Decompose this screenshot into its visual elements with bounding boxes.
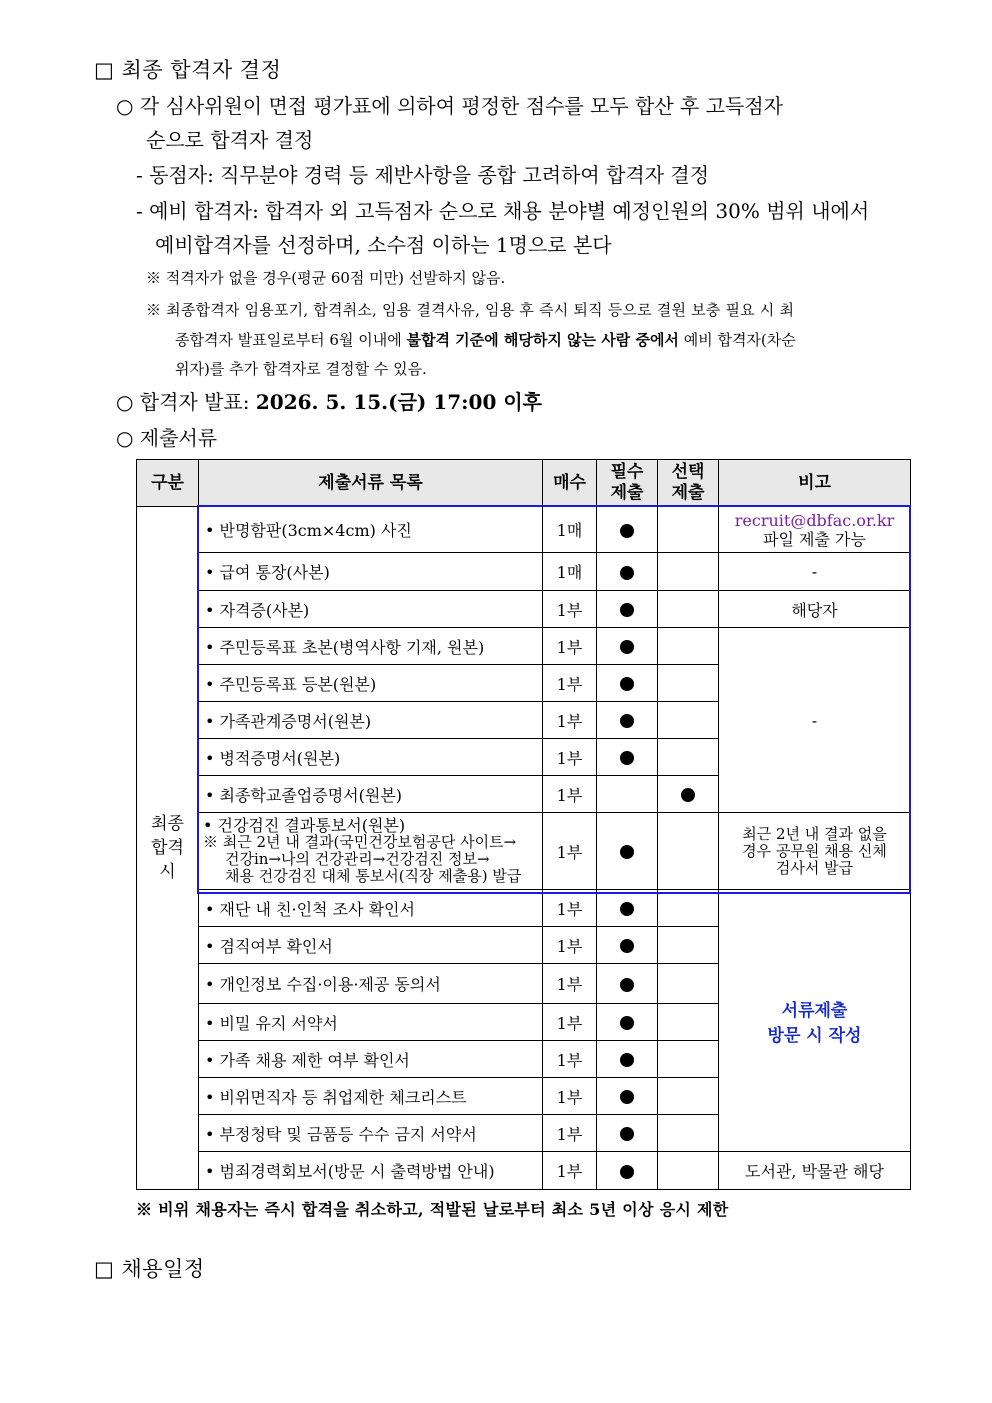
optional-dot-icon xyxy=(681,788,695,802)
doc-count: 1부 xyxy=(543,739,597,776)
remark-photo xyxy=(719,507,911,553)
remark-bank: - xyxy=(719,553,911,591)
category-cell: 최종 합격 시 xyxy=(137,507,199,1190)
optional-mark xyxy=(658,1115,719,1152)
optional-mark xyxy=(658,628,719,665)
optional-mark xyxy=(658,553,719,591)
doc-name-health xyxy=(199,813,543,890)
remark-license: 해당자 xyxy=(719,591,911,628)
doc-name: • 주민등록표 등본(원본) xyxy=(199,665,543,702)
docs-title: ○ 제출서류 xyxy=(116,426,218,450)
required-dot-icon xyxy=(620,751,634,765)
required-dot-icon xyxy=(620,1053,634,1067)
required-dot-icon xyxy=(620,603,634,617)
doc-name: • 급여 통장(사본) xyxy=(199,553,543,591)
doc-count: 1부 xyxy=(543,964,597,1004)
doc-count: 1부 xyxy=(543,665,597,702)
doc-count: 1부 xyxy=(543,1152,597,1190)
health-note-2: 건강in→나의 건강관리→건강검진 정보→ xyxy=(225,850,490,868)
announcement-label: ○ 합격자 발표: xyxy=(116,390,256,414)
table-footnote: ※ 비위 채용자는 즉시 합격을 취소하고, 적발된 날로부터 최소 5년 이상 응시 제한 xyxy=(136,1200,729,1219)
optional-mark xyxy=(658,1078,719,1115)
optional-mark xyxy=(658,665,719,702)
required-mark xyxy=(597,776,658,813)
doc-name: • 병적증명서(원본) xyxy=(199,739,543,776)
optional-mark xyxy=(658,813,719,890)
note-reserve-line3: 위자)를 추가 합격자로 결정할 수 있음. xyxy=(175,360,427,378)
doc-name: • 비밀 유지 서약서 xyxy=(199,1004,543,1041)
required-mark xyxy=(597,739,658,776)
remark-visit-2: 방문 시 작성 xyxy=(767,1025,862,1046)
final-item-1-line2: 순으로 합격자 결정 xyxy=(146,128,314,152)
header-required xyxy=(597,460,658,507)
optional-mark xyxy=(658,702,719,739)
required-dot-icon xyxy=(620,978,634,992)
reserve-rule-line2: 예비합격자를 선정하며, 소수점 이하는 1명으로 본다 xyxy=(155,233,612,257)
doc-count: 1부 xyxy=(543,776,597,813)
optional-mark xyxy=(658,1004,719,1041)
tie-rule: - 동점자: 직무분야 경력 등 제반사항을 종합 고려하여 합격자 결정 xyxy=(136,163,710,187)
doc-count: 1부 xyxy=(543,1078,597,1115)
header-remarks: 비고 xyxy=(719,460,911,507)
required-dot-icon xyxy=(620,902,634,916)
table-row xyxy=(137,591,911,628)
doc-count: 1부 xyxy=(543,1115,597,1152)
note-reserve-line2 xyxy=(175,329,796,350)
section-title-schedule: □ 채용일정 xyxy=(94,1257,205,1281)
required-mark xyxy=(597,1041,658,1078)
table-header-row xyxy=(137,460,911,507)
required-dot-icon xyxy=(620,1090,634,1104)
optional-mark xyxy=(658,739,719,776)
required-mark xyxy=(597,1004,658,1041)
email-address: recruit@dbfac.or.kr xyxy=(734,510,895,530)
required-dot-icon xyxy=(620,677,634,691)
doc-count: 1부 xyxy=(543,890,597,927)
required-mark xyxy=(597,1115,658,1152)
doc-name: • 개인정보 수집·이용·제공 동의서 xyxy=(199,964,543,1004)
required-mark xyxy=(597,1152,658,1190)
documents-table xyxy=(136,459,911,1190)
reserve-rule-line1: - 예비 합격자: 합격자 외 고득점자 순으로 채용 분야별 예정인원의 30% 범위 내에서 xyxy=(136,199,870,223)
table-row xyxy=(137,1152,911,1190)
required-dot-icon xyxy=(620,524,634,538)
doc-name: • 재단 내 친·인척 조사 확인서 xyxy=(199,890,543,927)
header-category: 구분 xyxy=(137,460,199,507)
doc-count: 1매 xyxy=(543,507,597,553)
note-reserve-line2-bold: 불합격 기준에 해당하지 않는 사람 중에서 xyxy=(406,331,679,349)
required-mark xyxy=(597,553,658,591)
required-mark xyxy=(597,507,658,553)
header-doc-list: 제출서류 목록 xyxy=(199,460,543,507)
required-mark xyxy=(597,890,658,927)
doc-name: • 비위면직자 등 취업제한 체크리스트 xyxy=(199,1078,543,1115)
table-row-health xyxy=(137,813,911,890)
remark-visit xyxy=(719,890,911,1152)
required-mark xyxy=(597,591,658,628)
doc-name: • 주민등록표 초본(병역사항 기재, 원본) xyxy=(199,628,543,665)
table-row xyxy=(137,890,911,927)
required-dot-icon xyxy=(620,714,634,728)
table-row xyxy=(137,628,911,665)
optional-mark xyxy=(658,964,719,1004)
required-dot-icon xyxy=(620,1165,634,1179)
health-note-3: 채용 건강검진 대체 통보서(직장 제출용) 발급 xyxy=(225,867,522,885)
required-mark xyxy=(597,1078,658,1115)
doc-count: 1매 xyxy=(543,553,597,591)
header-optional-2: 제출 xyxy=(671,483,705,503)
note-no-qualified: ※ 적격자가 없을 경우(평균 60점 미만) 선발하지 않음. xyxy=(146,269,506,287)
doc-name: • 가족 채용 제한 여부 확인서 xyxy=(199,1041,543,1078)
required-mark xyxy=(597,927,658,964)
note-reserve-line1: ※ 최종합격자 임용포기, 합격취소, 임용 결격사유, 임용 후 즉시 퇴직 등으로 결원 보충 필요 시 최 xyxy=(146,301,795,319)
required-mark xyxy=(597,665,658,702)
optional-mark xyxy=(658,927,719,964)
header-optional-1: 선택 xyxy=(671,462,705,482)
announcement-date: 2026. 5. 15.(금) 17:00 이후 xyxy=(255,390,542,414)
doc-name: • 부정청탁 및 금품등 수수 금지 서약서 xyxy=(199,1115,543,1152)
doc-name: • 건강검진 결과통보서(원본) xyxy=(203,816,406,835)
doc-count: 1부 xyxy=(543,702,597,739)
health-note-1: ※ 최근 2년 내 결과(국민건강보험공단 사이트→ xyxy=(203,833,517,851)
header-required-2: 제출 xyxy=(610,483,644,503)
required-dot-icon xyxy=(620,566,634,580)
announcement xyxy=(116,386,542,415)
section-title-final: □ 최종 합격자 결정 xyxy=(94,58,282,82)
doc-count: 1부 xyxy=(543,927,597,964)
required-mark xyxy=(597,702,658,739)
header-required-1: 필수 xyxy=(610,462,644,482)
doc-name: • 반명함판(3cm×4cm) 사진 xyxy=(199,507,543,553)
required-dot-icon xyxy=(620,640,634,654)
table-row xyxy=(137,507,911,553)
optional-mark xyxy=(658,776,719,813)
optional-mark xyxy=(658,591,719,628)
doc-name: • 자격증(사본) xyxy=(199,591,543,628)
table-row xyxy=(137,553,911,591)
required-mark xyxy=(597,813,658,890)
required-dot-icon xyxy=(620,1127,634,1141)
header-optional xyxy=(658,460,719,507)
remark-criminal: 도서관, 박물관 해당 xyxy=(719,1152,911,1190)
doc-count: 1부 xyxy=(543,1041,597,1078)
optional-mark xyxy=(658,890,719,927)
required-mark xyxy=(597,964,658,1004)
doc-name: • 최종학교졸업증명서(원본) xyxy=(199,776,543,813)
remark-resident-group: - xyxy=(719,628,911,813)
note-reserve-line2-c: 예비 합격자(차순 xyxy=(678,331,796,349)
doc-count: 1부 xyxy=(543,1004,597,1041)
remark-photo-file: 파일 제출 가능 xyxy=(763,529,866,549)
doc-count: 1부 xyxy=(543,628,597,665)
required-dot-icon xyxy=(620,845,634,859)
header-count: 매수 xyxy=(543,460,597,507)
optional-mark xyxy=(658,507,719,553)
optional-mark xyxy=(658,1152,719,1190)
remark-health: 최근 2년 내 결과 없을 경우 공무원 채용 신체검사서 발급 xyxy=(719,813,911,890)
optional-mark xyxy=(658,1041,719,1078)
required-dot-icon xyxy=(620,939,634,953)
doc-name: • 겸직여부 확인서 xyxy=(199,927,543,964)
doc-count: 1부 xyxy=(543,591,597,628)
required-mark xyxy=(597,628,658,665)
note-reserve-line2-a: 종합격자 발표일로부터 6월 이내에 xyxy=(175,331,407,349)
required-dot-icon xyxy=(620,1016,634,1030)
doc-name: • 가족관계증명서(원본) xyxy=(199,702,543,739)
remark-visit-1: 서류제출 xyxy=(781,1000,848,1021)
doc-name: • 범죄경력회보서(방문 시 출력방법 안내) xyxy=(199,1152,543,1190)
doc-count: 1부 xyxy=(543,813,597,890)
final-item-1-line1: ○ 각 심사위원이 면접 평가표에 의하여 평정한 점수를 모두 합산 후 고득점자 xyxy=(116,94,783,118)
